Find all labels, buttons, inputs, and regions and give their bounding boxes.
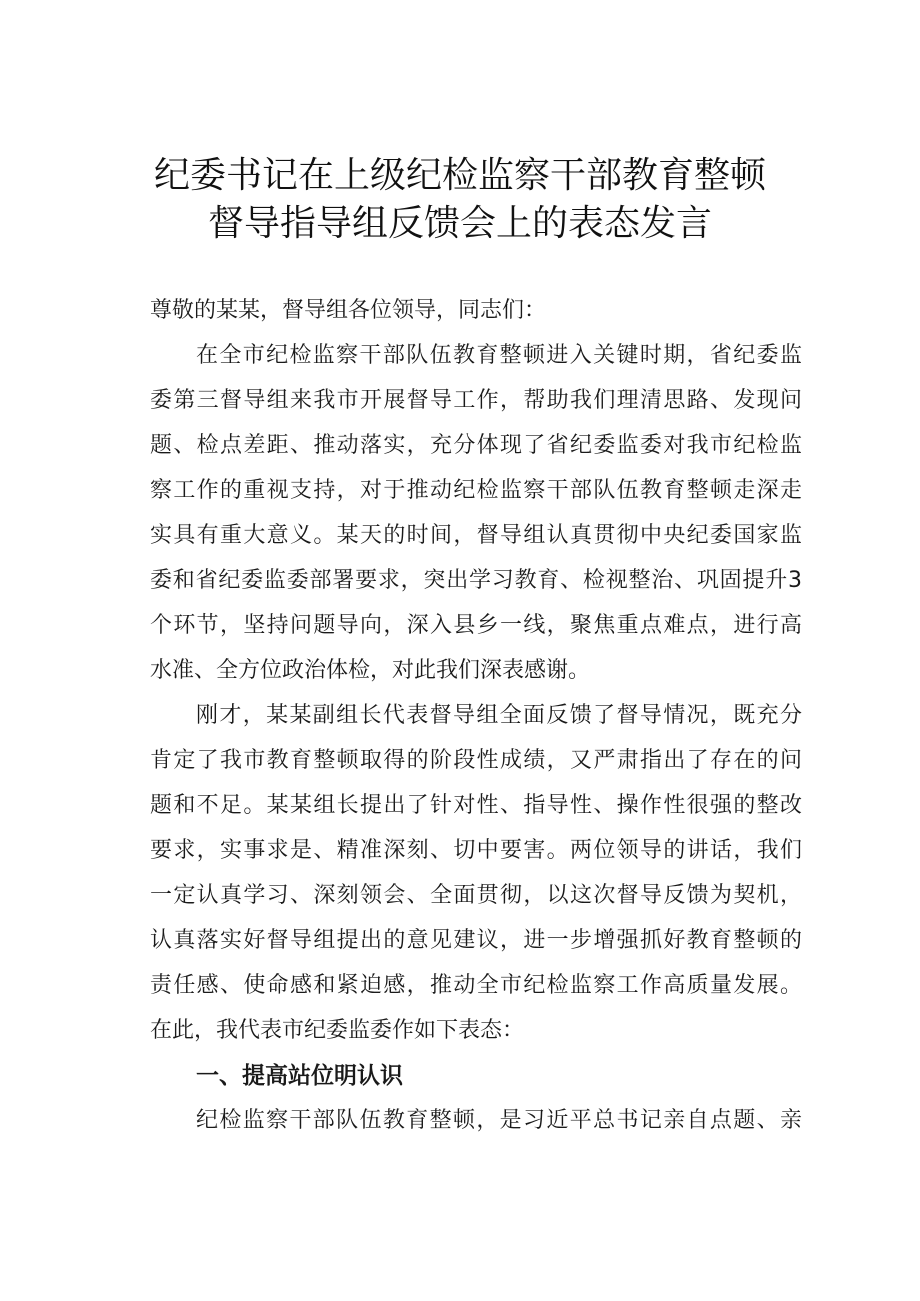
paragraph-2-line: 一定认真学习、深刻领会、全面贯彻，以这次督导反馈为契机， [150, 883, 802, 908]
paragraph-1-line: 实具有重大意义。某天的时间，督导组认真贯彻中央纪委国家监 [150, 523, 802, 548]
paragraph-1-line: 委和省纪委监委部署要求，突出学习教育、检视整治、巩固提升3 [150, 568, 802, 593]
paragraph-2-line: 题和不足。某某组长提出了针对性、指导性、操作性很强的整改 [150, 793, 802, 818]
paragraph-1-line: 察工作的重视支持，对于推动纪检监察干部队伍教育整顿走深走 [150, 478, 802, 503]
paragraph-1-line: 在全市纪检监察干部队伍教育整顿进入关键时期，省纪委监 [196, 343, 802, 368]
salutation: 尊敬的某某，督导组各位领导，同志们： [150, 298, 547, 323]
paragraph-2-line: 责任感、使命感和紧迫感，推动全市纪检监察工作高质量发展。 [150, 973, 802, 998]
paragraph-2-line: 肯定了我市教育整顿取得的阶段性成绩，又严肃指出了存在的问 [150, 748, 802, 773]
title-line-1: 纪委书记在上级纪检监察干部教育整顿 [153, 155, 766, 196]
paragraph-2-line: 刚才，某某副组长代表督导组全面反馈了督导情况，既充分 [196, 703, 802, 728]
title-line-2: 督导指导组反馈会上的表态发言 [207, 203, 712, 244]
paragraph-2-line: 认真落实好督导组提出的意见建议，进一步增强抓好教育整顿的 [150, 928, 802, 953]
paragraph-1-line: 委第三督导组来我市开展督导工作，帮助我们理清思路、发现问 [150, 388, 802, 413]
paragraph-1-line: 个环节，坚持问题导向，深入县乡一线，聚焦重点难点，进行高 [150, 613, 802, 638]
paragraph-1-line: 水准、全方位政治体检，对此我们深表感谢。 [150, 658, 591, 683]
paragraph-2-line: 在此，我代表市纪委监委作如下表态： [150, 1018, 525, 1043]
paragraph-2-line: 要求，实事求是、精准深刻、切中要害。两位领导的讲话，我们 [150, 838, 802, 863]
paragraph-1-line: 题、检点差距、推动落实，充分体现了省纪委监委对我市纪检监 [150, 433, 802, 458]
document-title [0, 152, 920, 248]
section-heading-1: 一、提高站位明认识 [196, 1063, 403, 1089]
paragraph-3-line: 纪检监察干部队伍教育整顿，是习近平总书记亲自点题、亲 [196, 1108, 802, 1133]
